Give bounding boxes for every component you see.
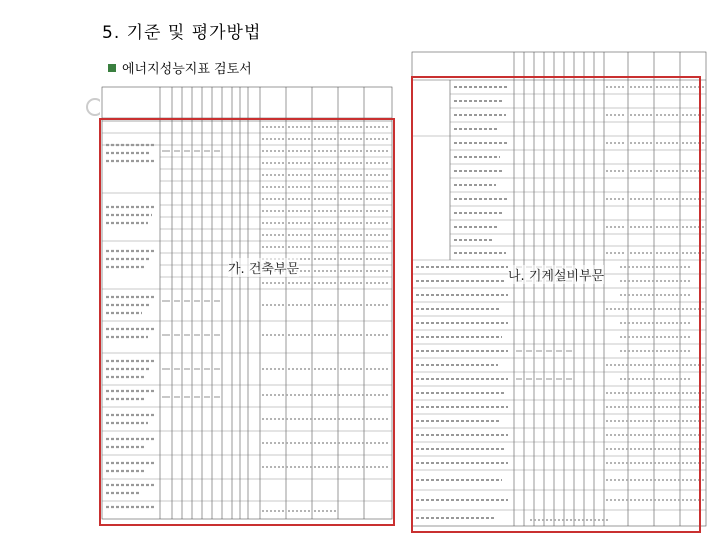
architecture-caption: 가. 건축부문 (228, 258, 299, 277)
architecture-table-lines (100, 85, 395, 523)
page-title: 5. 기준 및 평가방법 (102, 23, 262, 43)
subtitle-row (108, 58, 252, 77)
subtitle: 에너지성능지표 검토서 (122, 62, 252, 77)
architecture-form-image (100, 85, 395, 523)
mechanical-form-image (410, 50, 708, 528)
bullet-icon (108, 64, 116, 72)
mechanical-caption: 나. 기계설비부문 (508, 265, 604, 284)
mechanical-table-lines (410, 50, 708, 528)
